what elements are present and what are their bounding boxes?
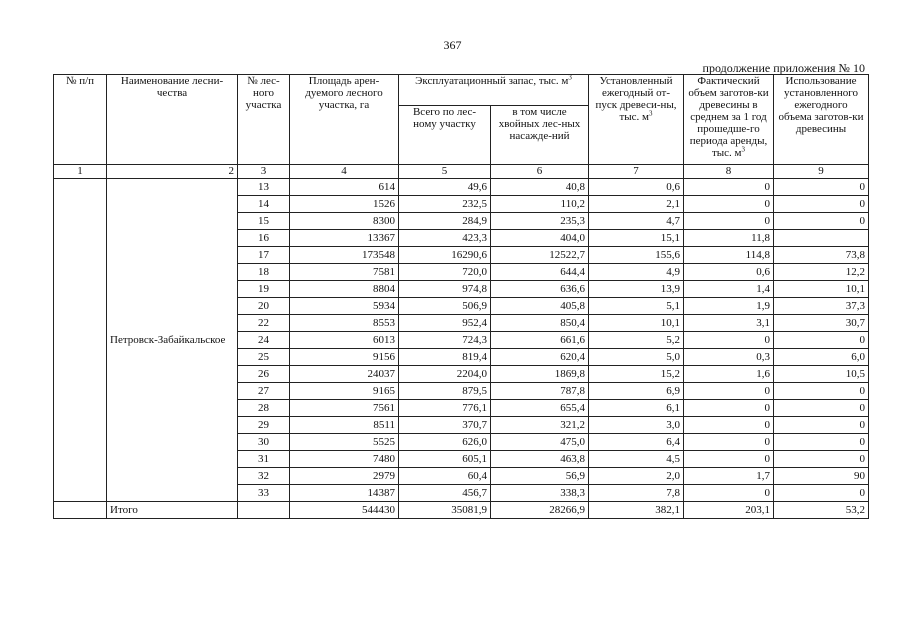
header-number: № п/п	[54, 75, 107, 165]
usage-cell: 0	[774, 485, 869, 502]
actual-cut-cell: 0,6	[684, 264, 774, 281]
area-cell: 8553	[290, 315, 399, 332]
actual-cut-cell: 0	[684, 196, 774, 213]
column-number-row	[54, 165, 869, 179]
usage-cell: 0	[774, 383, 869, 400]
usage-cell: 0	[774, 417, 869, 434]
actual-cut-cell: 1,4	[684, 281, 774, 298]
area-cell: 8511	[290, 417, 399, 434]
usage-cell: 0	[774, 434, 869, 451]
allowed-cut-cell: 10,1	[589, 315, 684, 332]
section-number-cell: 30	[238, 434, 290, 451]
header-reserve-sup: 3	[568, 74, 572, 82]
reserve-total-cell: 370,7	[399, 417, 491, 434]
column-number: 5	[399, 165, 491, 179]
reserve-conifer-cell: 12522,7	[491, 247, 589, 264]
reserve-total-cell: 974,8	[399, 281, 491, 298]
reserve-total-cell: 605,1	[399, 451, 491, 468]
column-number: 4	[290, 165, 399, 179]
area-cell: 7581	[290, 264, 399, 281]
reserve-conifer-cell: 787,8	[491, 383, 589, 400]
allowed-cut-cell: 4,7	[589, 213, 684, 230]
reserve-conifer-cell: 404,0	[491, 230, 589, 247]
usage-cell: 90	[774, 468, 869, 485]
area-cell: 7480	[290, 451, 399, 468]
usage-cell: 12,2	[774, 264, 869, 281]
area-cell: 2979	[290, 468, 399, 485]
section-number-cell: 13	[238, 179, 290, 196]
row-number-cell	[54, 179, 107, 502]
section-number-cell: 14	[238, 196, 290, 213]
header-allowed-cut	[589, 75, 684, 165]
total-label: Итого	[107, 502, 238, 519]
section-number-cell: 22	[238, 315, 290, 332]
section-number-cell: 25	[238, 349, 290, 366]
area-cell: 1526	[290, 196, 399, 213]
column-number: 8	[684, 165, 774, 179]
page-number: 367	[443, 38, 462, 52]
reserve-conifer-cell: 655,4	[491, 400, 589, 417]
usage-cell: 0	[774, 332, 869, 349]
allowed-cut-cell: 0,6	[589, 179, 684, 196]
header-usage: Использование установленного ежегодного объема заготов-ки древесины	[774, 75, 869, 165]
section-number-cell: 32	[238, 468, 290, 485]
area-cell: 7561	[290, 400, 399, 417]
usage-cell: 73,8	[774, 247, 869, 264]
reserve-conifer-cell: 338,3	[491, 485, 589, 502]
header-allowed-text: Установленный ежегодный от-пуск древеси-ны, тыс. м	[595, 75, 677, 123]
forestry-name: Петровск-Забайкальское	[107, 179, 238, 502]
usage-cell: 0	[774, 213, 869, 230]
reserve-conifer-cell: 405,8	[491, 298, 589, 315]
reserve-total-cell: 16290,6	[399, 247, 491, 264]
column-number: 2	[107, 165, 238, 179]
actual-cut-cell: 114,8	[684, 247, 774, 264]
total-number-cell	[54, 502, 107, 519]
usage-cell: 10,5	[774, 366, 869, 383]
allowed-cut-cell: 2,1	[589, 196, 684, 213]
actual-cut-cell: 0	[684, 417, 774, 434]
actual-cut-cell: 0	[684, 213, 774, 230]
reserve-total-cell: 506,9	[399, 298, 491, 315]
allowed-cut-cell: 13,9	[589, 281, 684, 298]
total-reserve: 35081,9	[399, 502, 491, 519]
area-cell: 13367	[290, 230, 399, 247]
area-cell: 24037	[290, 366, 399, 383]
section-number-cell: 28	[238, 400, 290, 417]
reserve-conifer-cell: 40,8	[491, 179, 589, 196]
allowed-cut-cell: 15,1	[589, 230, 684, 247]
section-number-cell: 33	[238, 485, 290, 502]
usage-cell: 0	[774, 451, 869, 468]
actual-cut-cell: 0	[684, 400, 774, 417]
column-number: 9	[774, 165, 869, 179]
actual-cut-cell: 3,1	[684, 315, 774, 332]
usage-cell: 0	[774, 196, 869, 213]
header-allowed-sup: 3	[649, 109, 653, 118]
reserve-conifer-cell: 620,4	[491, 349, 589, 366]
actual-cut-cell: 0	[684, 434, 774, 451]
section-number-cell: 26	[238, 366, 290, 383]
header-actual-sup: 3	[741, 145, 746, 154]
section-number-cell: 20	[238, 298, 290, 315]
area-cell: 614	[290, 179, 399, 196]
header-reserve-text: Эксплуатационный запас, тыс. м	[415, 75, 569, 87]
usage-cell: 6,0	[774, 349, 869, 366]
allowed-cut-cell: 15,2	[589, 366, 684, 383]
reserve-conifer-cell: 636,6	[491, 281, 589, 298]
allowed-cut-cell: 5,0	[589, 349, 684, 366]
total-area: 544430	[290, 502, 399, 519]
actual-cut-cell: 0	[684, 383, 774, 400]
total-conifer: 28266,9	[491, 502, 589, 519]
reserve-conifer-cell: 1869,8	[491, 366, 589, 383]
header-reserve-total: Всего по лес-ному участку	[399, 106, 491, 165]
reserve-total-cell: 724,3	[399, 332, 491, 349]
reserve-total-cell: 952,4	[399, 315, 491, 332]
total-allowed-cut: 382,1	[589, 502, 684, 519]
header-actual-text: Фактический объем заготов-ки древесины в среднем за 1 год прошедше-го периода аренды, тыс. м	[688, 75, 769, 159]
allowed-cut-cell: 4,5	[589, 451, 684, 468]
allowed-cut-cell: 6,9	[589, 383, 684, 400]
reserve-conifer-cell: 463,8	[491, 451, 589, 468]
reserve-total-cell: 879,5	[399, 383, 491, 400]
header-forestry: Наименование лесни-чества	[107, 75, 238, 165]
column-number: 3	[238, 165, 290, 179]
header-reserve-group	[399, 75, 589, 106]
allowed-cut-cell: 5,2	[589, 332, 684, 349]
allowed-cut-cell: 4,9	[589, 264, 684, 281]
column-number: 7	[589, 165, 684, 179]
section-number-cell: 29	[238, 417, 290, 434]
forest-lease-table	[53, 74, 869, 519]
reserve-total-cell: 720,0	[399, 264, 491, 281]
total-section-cell	[238, 502, 290, 519]
section-number-cell: 18	[238, 264, 290, 281]
section-number-cell: 19	[238, 281, 290, 298]
actual-cut-cell: 1,6	[684, 366, 774, 383]
reserve-total-cell: 776,1	[399, 400, 491, 417]
allowed-cut-cell: 155,6	[589, 247, 684, 264]
column-number: 1	[54, 165, 107, 179]
actual-cut-cell: 1,7	[684, 468, 774, 485]
area-cell: 6013	[290, 332, 399, 349]
actual-cut-cell: 0	[684, 485, 774, 502]
reserve-conifer-cell: 850,4	[491, 315, 589, 332]
column-number: 6	[491, 165, 589, 179]
usage-cell: 37,3	[774, 298, 869, 315]
section-number-cell: 27	[238, 383, 290, 400]
usage-cell: 30,7	[774, 315, 869, 332]
reserve-conifer-cell: 475,0	[491, 434, 589, 451]
header-reserve-conifer: в том числе хвойных лес-ных насажде-ний	[491, 106, 589, 165]
area-cell: 5934	[290, 298, 399, 315]
table-row	[54, 179, 869, 196]
usage-cell: 0	[774, 179, 869, 196]
header-actual-cut	[684, 75, 774, 165]
reserve-total-cell: 423,3	[399, 230, 491, 247]
allowed-cut-cell: 6,1	[589, 400, 684, 417]
reserve-conifer-cell: 661,6	[491, 332, 589, 349]
actual-cut-cell: 0	[684, 451, 774, 468]
allowed-cut-cell: 7,8	[589, 485, 684, 502]
reserve-conifer-cell: 235,3	[491, 213, 589, 230]
total-usage: 53,2	[774, 502, 869, 519]
reserve-conifer-cell: 110,2	[491, 196, 589, 213]
actual-cut-cell: 0,3	[684, 349, 774, 366]
section-number-cell: 17	[238, 247, 290, 264]
allowed-cut-cell: 5,1	[589, 298, 684, 315]
actual-cut-cell: 1,9	[684, 298, 774, 315]
area-cell: 8300	[290, 213, 399, 230]
section-number-cell: 16	[238, 230, 290, 247]
header-area: Площадь арен-дуемого лесного участка, га	[290, 75, 399, 165]
actual-cut-cell: 0	[684, 179, 774, 196]
usage-cell: 0	[774, 400, 869, 417]
continuation-caption: продолжение приложения № 10	[702, 61, 865, 75]
header-section: № лес-ного участка	[238, 75, 290, 165]
section-number-cell: 24	[238, 332, 290, 349]
reserve-total-cell: 819,4	[399, 349, 491, 366]
usage-cell: 10,1	[774, 281, 869, 298]
section-number-cell: 31	[238, 451, 290, 468]
area-cell: 8804	[290, 281, 399, 298]
reserve-total-cell: 60,4	[399, 468, 491, 485]
reserve-conifer-cell: 644,4	[491, 264, 589, 281]
reserve-total-cell: 284,9	[399, 213, 491, 230]
reserve-total-cell: 456,7	[399, 485, 491, 502]
total-row	[54, 502, 869, 519]
area-cell: 9165	[290, 383, 399, 400]
area-cell: 9156	[290, 349, 399, 366]
reserve-conifer-cell: 56,9	[491, 468, 589, 485]
area-cell: 14387	[290, 485, 399, 502]
allowed-cut-cell: 2,0	[589, 468, 684, 485]
actual-cut-cell: 0	[684, 332, 774, 349]
allowed-cut-cell: 6,4	[589, 434, 684, 451]
actual-cut-cell: 11,8	[684, 230, 774, 247]
total-actual-cut: 203,1	[684, 502, 774, 519]
reserve-total-cell: 232,5	[399, 196, 491, 213]
reserve-total-cell: 2204,0	[399, 366, 491, 383]
section-number-cell: 15	[238, 213, 290, 230]
usage-cell	[774, 230, 869, 247]
reserve-total-cell: 49,6	[399, 179, 491, 196]
reserve-conifer-cell: 321,2	[491, 417, 589, 434]
area-cell: 173548	[290, 247, 399, 264]
allowed-cut-cell: 3,0	[589, 417, 684, 434]
area-cell: 5525	[290, 434, 399, 451]
reserve-total-cell: 626,0	[399, 434, 491, 451]
